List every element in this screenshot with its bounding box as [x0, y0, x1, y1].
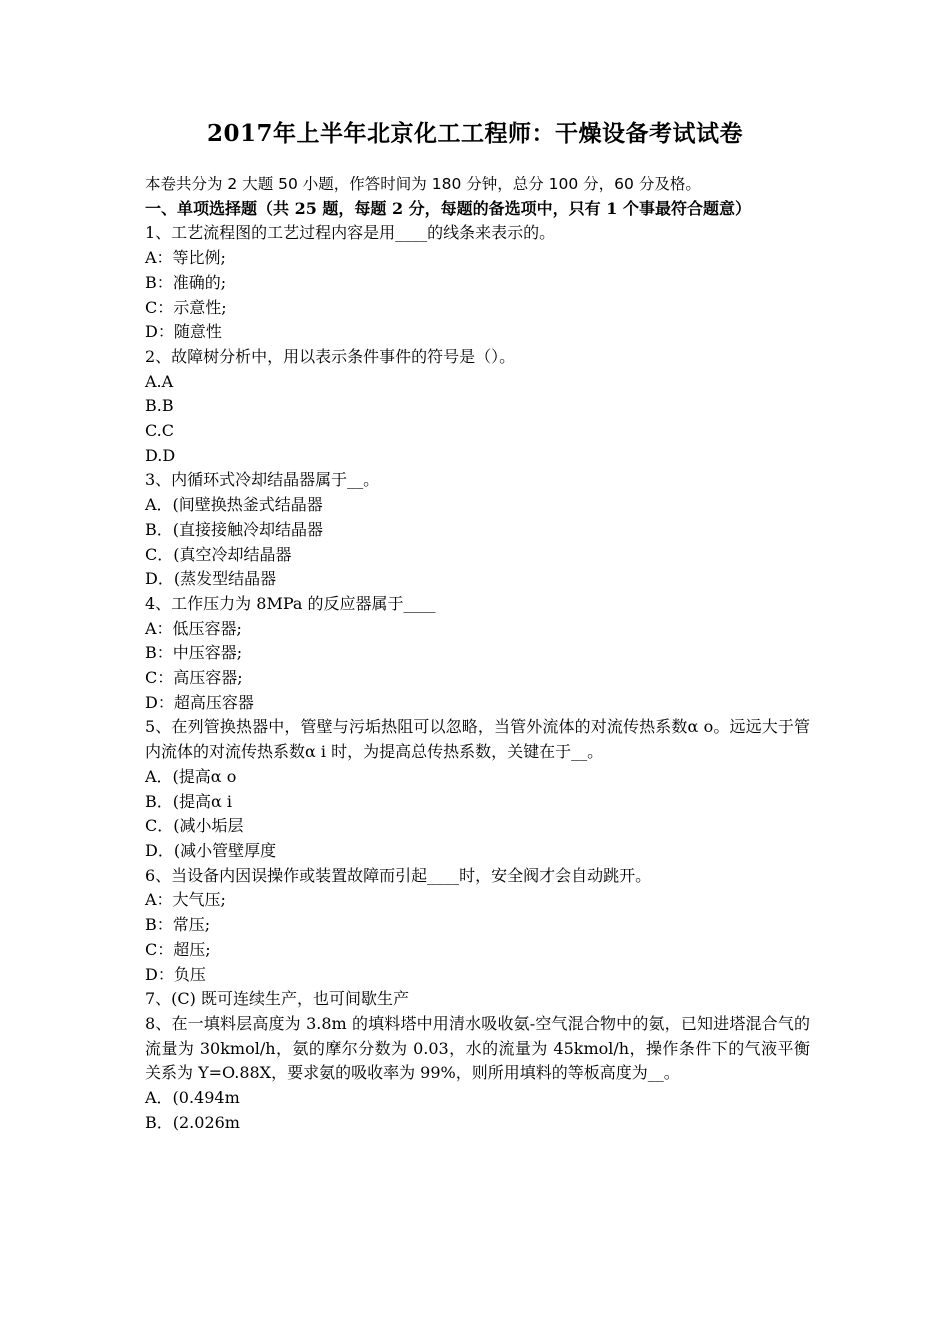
document-title: 2017年上半年北京化工工程师：干燥设备考试试卷: [206, 120, 743, 147]
option: B．(提高α i: [145, 791, 233, 811]
option: C.C: [145, 421, 174, 441]
question-stem: 5、在列管换热器中，管壁与污垢热阻可以忽略，当管外流体的对流传热系数α o。远远大于管内流体的对流传热系数α i 时，为提高总传热系数，关键在于__。: [145, 717, 810, 762]
option: D：随意性: [145, 322, 222, 342]
section-heading: 一、单项选择题（共 25 题，每题 2 分，每题的备选项中，只有 1 个事最符合题意）: [145, 198, 751, 218]
question-5: [145, 715, 810, 863]
option: B：中压容器;: [145, 643, 243, 663]
question-stem: 4、工作压力为 8MPa 的反应器属于____: [145, 593, 436, 613]
option: B：常压;: [145, 915, 211, 935]
question-7: [145, 987, 810, 1012]
question-stem: 1、工艺流程图的工艺过程内容是用____的线条来表示的。: [145, 223, 556, 243]
document-body: [145, 172, 810, 1135]
question-4: [145, 592, 810, 716]
option: D．(减小管壁厚度: [145, 840, 277, 860]
option: A：低压容器;: [145, 618, 242, 638]
option: C：高压容器;: [145, 668, 243, 688]
exam-intro: 本卷共分为 2 大题 50 小题，作答时间为 180 分钟，总分 100 分，60 分及格。: [145, 175, 701, 193]
option: C．(减小垢层: [145, 816, 244, 836]
question-8: [145, 1012, 810, 1136]
question-6: [145, 864, 810, 988]
option: B．(直接接触冷却结晶器: [145, 519, 324, 539]
option: D．(蒸发型结晶器: [145, 569, 277, 589]
question-1: [145, 221, 810, 345]
question-stem: 3、内循环式冷却结晶器属于__。: [145, 470, 380, 490]
option: A.A: [145, 371, 174, 391]
question-2: [145, 345, 810, 469]
option: D.D: [145, 445, 176, 465]
option: A．(0.494m: [145, 1088, 240, 1108]
option: C．(真空冷却结晶器: [145, 544, 292, 564]
option: B：准确的;: [145, 272, 227, 292]
question-stem: 2、故障树分析中，用以表示条件事件的符号是（）。: [145, 346, 516, 366]
question-stem: 8、在一填料层高度为 3.8m 的填料塔中用清水吸收氨-空气混合物中的氨，已知进塔混合气的流量为 30kmol/h，氨的摩尔分数为 0.03，水的流量为 45kmol/h，操作条件下的气液平衡关系为 Y=O.88X，要求氨的吸收率为 99%，则所用填料的等板高度为__。: [145, 1013, 810, 1083]
question-stem: 6、当设备内因误操作或装置故障而引起____时，安全阀才会自动跳开。: [145, 865, 652, 885]
option: A：等比例;: [145, 248, 226, 268]
option: B.B: [145, 396, 174, 416]
option: C：超压;: [145, 939, 211, 959]
option: C：示意性;: [145, 297, 227, 317]
option: D：超高压容器: [145, 692, 254, 712]
option: B．(2.026m: [145, 1112, 240, 1132]
option: A．(提高α o: [145, 766, 237, 786]
question-3: [145, 468, 810, 592]
option: D：负压: [145, 964, 206, 984]
option: A．(间壁换热釜式结晶器: [145, 495, 323, 515]
question-stem: 7、(C) 既可连续生产，也可间歇生产: [145, 989, 409, 1009]
option: A：大气压;: [145, 890, 226, 910]
